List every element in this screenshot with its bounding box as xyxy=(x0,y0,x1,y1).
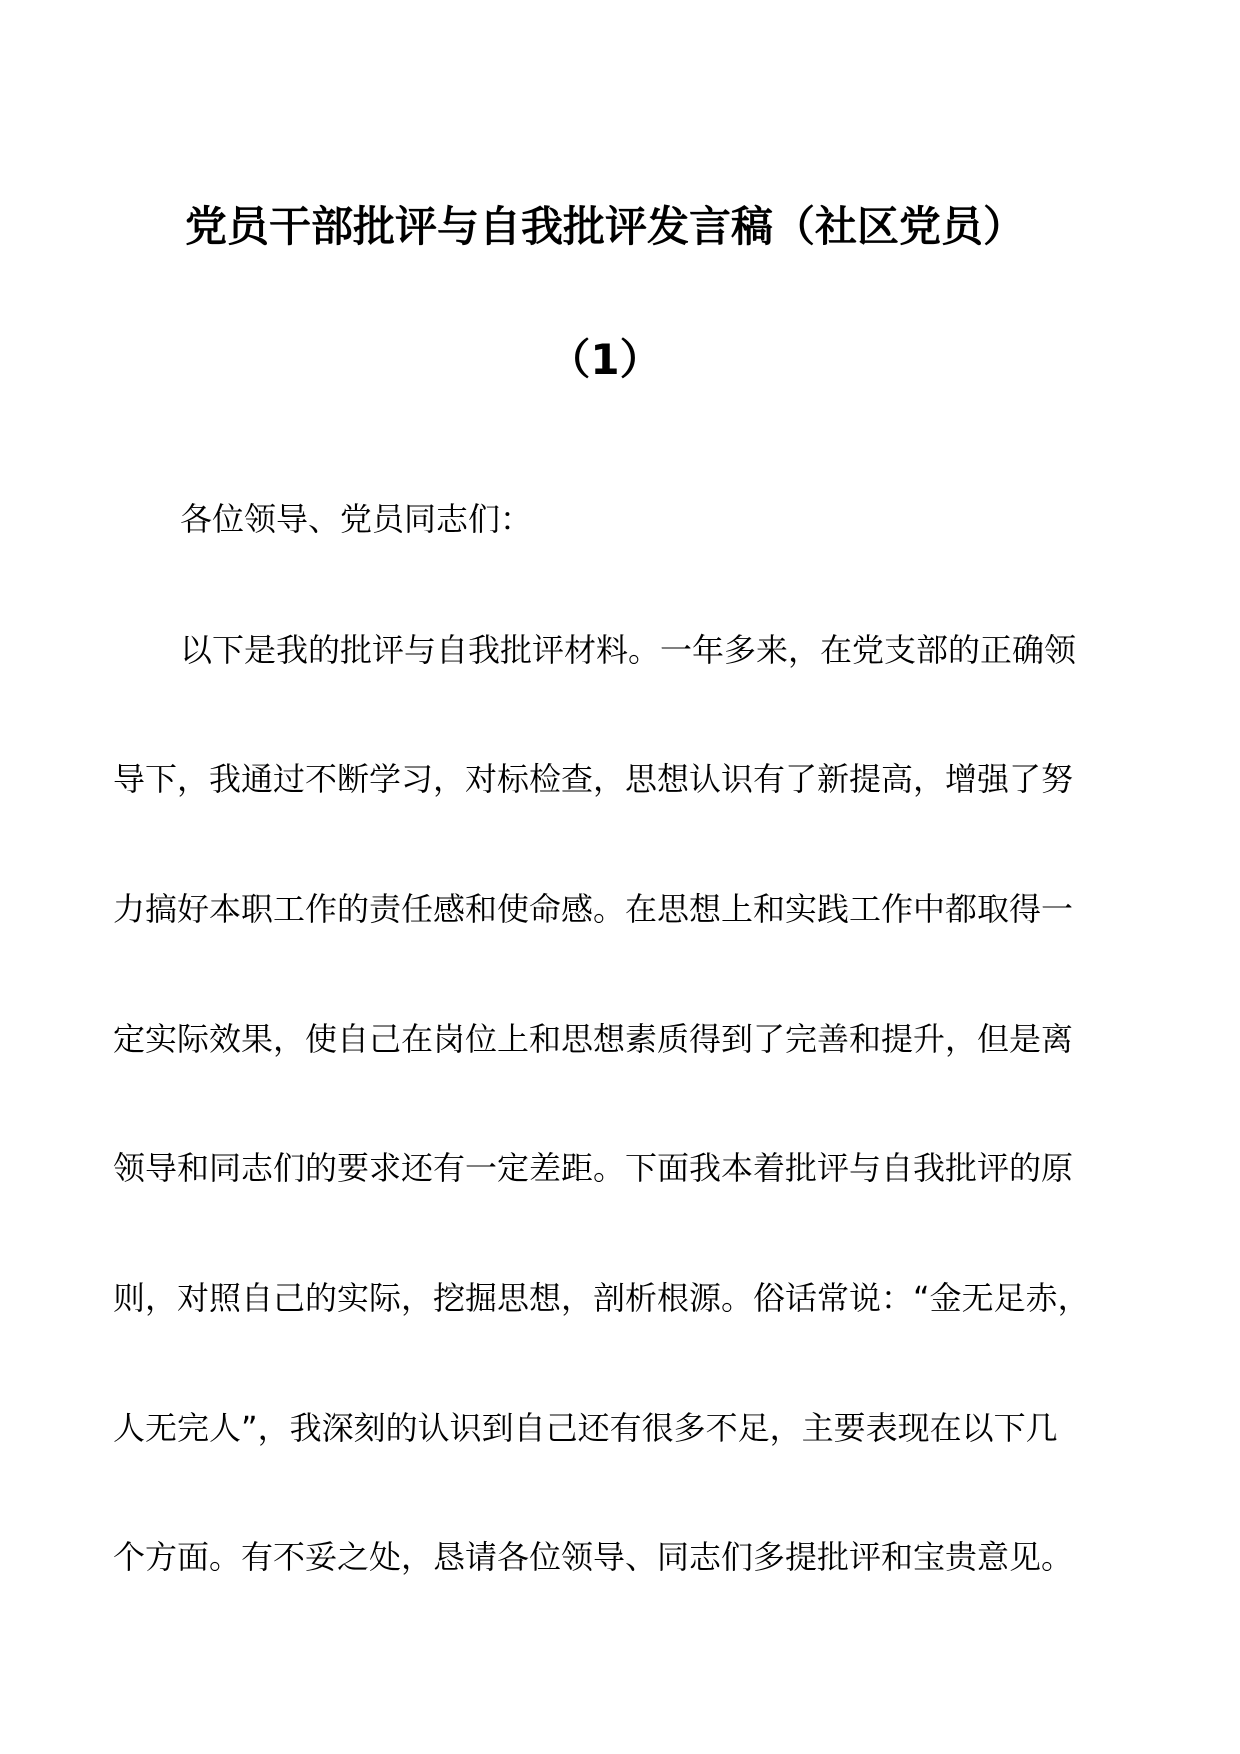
body-line: 人无完人”，我深刻的认识到自己还有很多不足，主要表现在以下几 xyxy=(113,1409,1058,1447)
document-title-number: （1） xyxy=(548,335,662,384)
body-line: 力搞好本职工作的责任感和使命感。在思想上和实践工作中都取得一 xyxy=(113,890,1074,928)
salutation: 各位领导、党员同志们： xyxy=(180,500,533,538)
body-line: 导下，我通过不断学习，对标检查，思想认识有了新提高，增强了努 xyxy=(113,760,1074,798)
body-line: 领导和同志们的要求还有一定差距。下面我本着批评与自我批评的原 xyxy=(113,1149,1074,1187)
body-line: 个方面。有不妥之处，恳请各位领导、同志们多提批评和宝贵意见。 xyxy=(113,1538,1074,1576)
document-title: 党员干部批评与自我批评发言稿（社区党员） xyxy=(184,202,1025,251)
body-line: 则，对照自己的实际，挖掘思想，剖析根源。俗话常说：“金无足赤， xyxy=(113,1279,1090,1317)
body-line: 定实际效果，使自己在岗位上和思想素质得到了完善和提升，但是离 xyxy=(113,1020,1074,1058)
body-line: 以下是我的批评与自我批评材料。一年多来，在党支部的正确领 xyxy=(180,631,1077,669)
